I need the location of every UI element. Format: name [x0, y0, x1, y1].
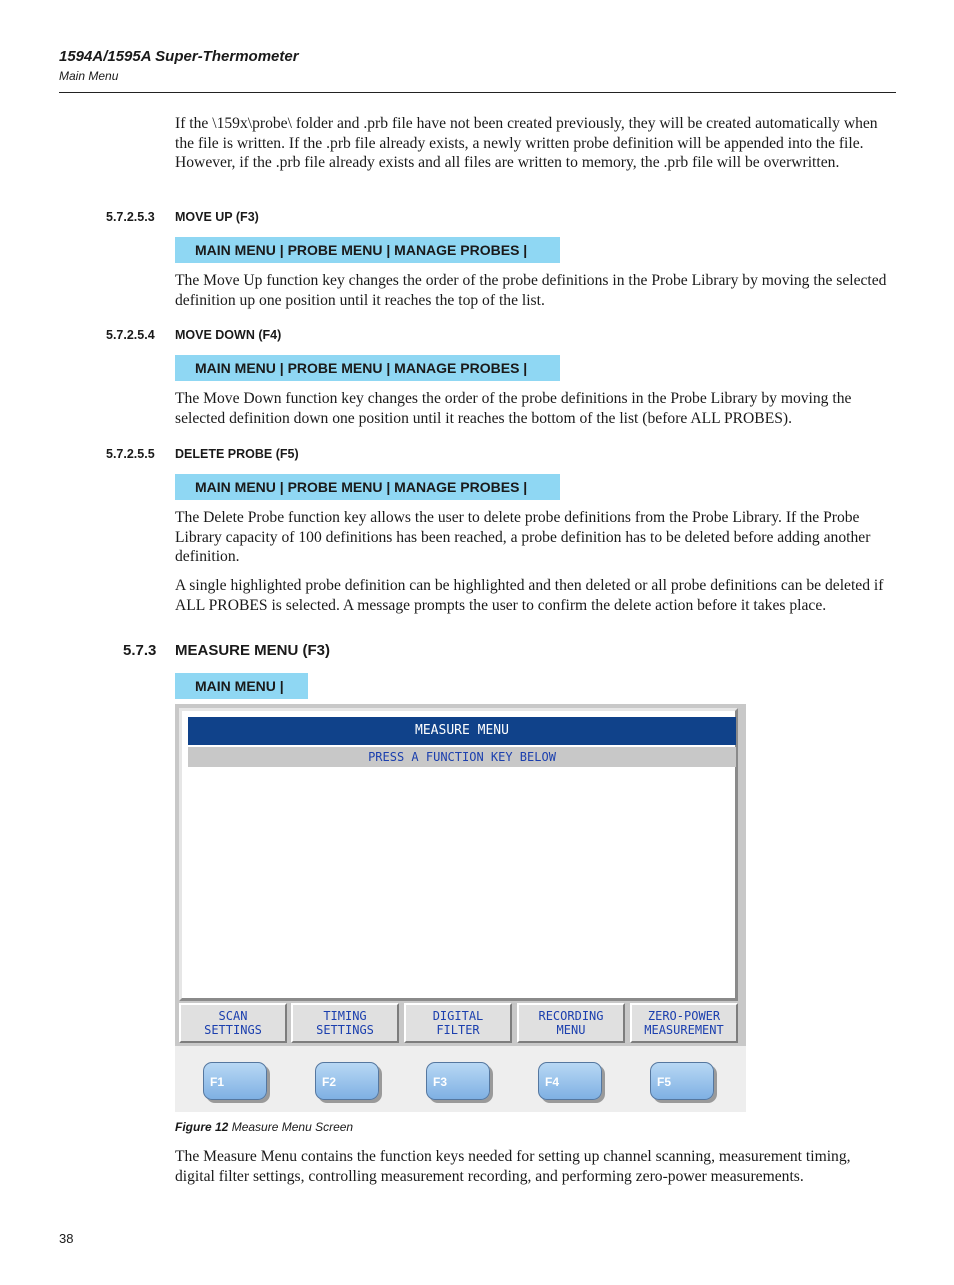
section-title: MEASURE MENU (F3) [175, 642, 331, 659]
section-title: DELETE PROBE (F5) [175, 447, 299, 461]
header-divider [59, 92, 896, 93]
function-key-bar [179, 1003, 742, 1043]
menu-path: MAIN MENU | [175, 673, 308, 699]
menu-path: MAIN MENU | PROBE MENU | MANAGE PROBES | [175, 237, 560, 263]
menu-path: MAIN MENU | PROBE MENU | MANAGE PROBES | [175, 355, 560, 381]
hardware-button-row [175, 1046, 746, 1112]
section-number: 5.7.3 [123, 642, 157, 659]
f3-button[interactable]: F3 [426, 1062, 490, 1100]
page-number: 38 [59, 1231, 74, 1246]
f4-button[interactable]: F4 [538, 1062, 602, 1100]
section-body-continued: A single highlighted probe definition can be highlighted and then deleted or all probe definitions can be deleted if ALL PROBES is selected. A message prompts the user to confirm the delete action before it takes place. [175, 577, 884, 614]
section-body: The Move Down function key changes the order of the probe definitions in the Probe Library by moving the selected definition down one position until it reaches the bottom of the list (before ALL PROBES). [175, 390, 852, 427]
f5-button[interactable]: F5 [650, 1062, 714, 1100]
section-title: MOVE DOWN (F4) [175, 328, 282, 342]
section-number: 5.7.2.5.5 [106, 447, 155, 461]
measure-menu-screen [175, 704, 746, 1112]
section-number: 5.7.2.5.4 [106, 328, 155, 342]
zero-power-measurement-softkey[interactable]: ZERO-POWER MEASUREMENT [630, 1003, 738, 1043]
f1-button[interactable]: F1 [203, 1062, 267, 1100]
screen-display [179, 708, 738, 1001]
section-number: 5.7.2.5.3 [106, 210, 155, 224]
figure-caption [175, 1120, 353, 1134]
document-subtitle: Main Menu [59, 69, 119, 83]
document-title: 1594A/1595A Super-Thermometer [59, 48, 299, 65]
screen-prompt: PRESS A FUNCTION KEY BELOW [188, 747, 736, 767]
scan-settings-softkey[interactable]: SCAN SETTINGS [179, 1003, 287, 1043]
f2-button[interactable]: F2 [315, 1062, 379, 1100]
section-body: The Move Up function key changes the order of the probe definitions in the Probe Library by moving the selected definition up one position until it reaches the top of the list. [175, 272, 887, 309]
section-title: MOVE UP (F3) [175, 210, 259, 224]
figure-caption-text: Measure Menu Screen [231, 1120, 354, 1134]
section-body: The Delete Probe function key allows the user to delete probe definitions from the Probe Library. If the Probe Library capacity of 100 definitions has been reached, a probe definition has to be deleted before adding another definition. [175, 509, 871, 565]
intro-paragraph: If the \159x\probe\ folder and .prb file have not been created previously, they will be created automatically when the file is written. If the .prb file already exists, a newly written probe definition will be appended into the file. However, if the .prb file already exists and all files are written to memory, the .prb file will be overwritten. [175, 115, 878, 171]
digital-filter-softkey[interactable]: DIGITAL FILTER [404, 1003, 512, 1043]
timing-settings-softkey[interactable]: TIMING SETTINGS [291, 1003, 399, 1043]
figure-label: Figure 12 [175, 1120, 229, 1134]
closing-paragraph: The Measure Menu contains the function keys needed for setting up channel scanning, measurement timing, digital filter settings, controlling measurement recording, and performing zero-power measurements. [175, 1148, 851, 1185]
screen-title-bar: MEASURE MENU [188, 717, 736, 745]
menu-path: MAIN MENU | PROBE MENU | MANAGE PROBES | [175, 474, 560, 500]
recording-menu-softkey[interactable]: RECORDING MENU [517, 1003, 625, 1043]
